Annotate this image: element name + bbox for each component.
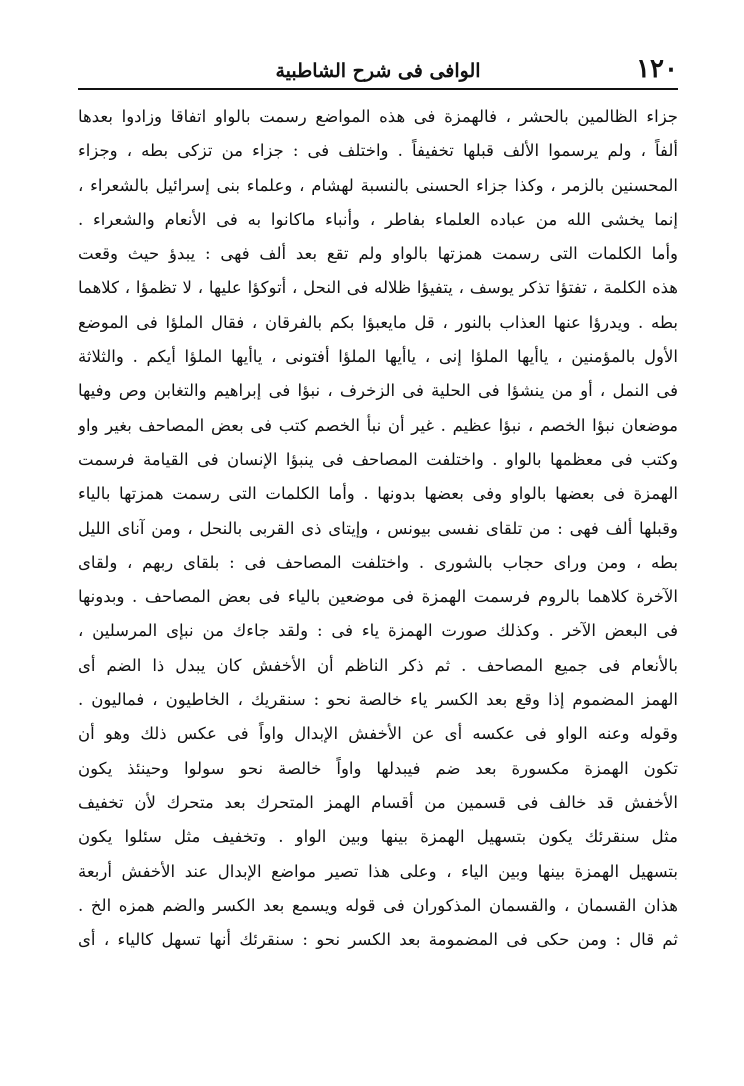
text-line: بطه . ويدرؤا عنها العذاب بالنور ، قل مايعبؤا بكم بالفرقان ، فقال الملؤا فى الموضع xyxy=(78,312,678,332)
text-line: الأخفش قد خالف فى قسمين من أقسام الهمز المتحرك بعد متحرك لأن تخفيف xyxy=(78,792,678,812)
page-header xyxy=(78,50,678,86)
text-line: فى النمل ، أو من ينشؤا فى الحلية فى الزخرف ، نبؤا فى إبراهيم والتغابن وص وفيها xyxy=(78,381,678,401)
text-line: إنما يخشى الله من عباده العلماء بفاطر ، وأنباء ماكانوا به فى الأنعام والشعراء . xyxy=(78,209,678,229)
text-line: موضعان نبؤا الخصم ، نبؤا عظيم . غير أن نبأ الخصم كتب فى بعض المصاحف بغير واو xyxy=(78,415,678,435)
running-title: الوافى فى شرح الشاطبية xyxy=(275,60,481,82)
body-text xyxy=(78,100,678,957)
text-line: الآخرة كلاهما بالروم فرسمت الهمزة فى موضعين بالياء فى بعض المصاحف . وبدونها xyxy=(78,587,678,607)
text-line: وقبلها ألف فهى : من تلقاى نفسى بيونس ، وإيتاى ذى القربى بالنحل ، ومن آناى الليل xyxy=(78,518,678,538)
text-line: بطه ، ومن وراى حجاب بالشورى . واختلفت المصاحف فى : بلقاى ربهم ، ولقاى xyxy=(78,552,678,572)
text-line: وكتب فى معظمها بالواو . واختلفت المصاحف فى ينبؤا الإنسان فى القيامة فرسمت xyxy=(78,449,678,469)
text-line: بتسهيل الهمزة بينها وبين الياء ، وعلى هذا تصير مواضع الإبدال عند الأخفش أربعة xyxy=(78,861,678,881)
text-line: ألفاً ، ولم يرسموا الألف قبلها تخفيفاً . واختلف فى : جزاء من تزكى بطه ، وجزاء xyxy=(78,141,678,161)
text-line: المحسنين بالزمر ، وكذا جزاء الحسنى بالنسبة لهشام ، وعلماء بنى إسرائيل بالشعراء ، xyxy=(78,175,678,195)
text-line: فى البعض الآخر . وكذلك صورت الهمزة ياء فى : ولقد جاءك من نبإى المرسلين ، xyxy=(78,621,678,641)
text-line: الهمزة فى بعضها بالواو وفى بعضها بدونها . وأما الكلمات التى رسمت همزتها بالياء xyxy=(78,484,678,504)
text-line: هذه الكلمة ، تفتؤا تذكر يوسف ، يتفيؤا ظلاله فى النحل ، أتوكؤا عليها ، لا تظمؤا ، كلاهما xyxy=(78,278,678,298)
text-line: جزاء الظالمين بالحشر ، فالهمزة فى هذه المواضع رسمت بالواو اتفاقا وزادوا بعدها xyxy=(78,107,678,126)
header-rule xyxy=(78,88,678,90)
page-number: ١٢٠ xyxy=(636,54,678,84)
text-line: تكون الهمزة مكسورة بعد ضم فيبدلها واواً خالصة نحو سولوا وحينئذ يكون xyxy=(78,758,678,778)
text-line: الأول بالمؤمنين ، ياأيها الملؤا إنى ، ياأيها الملؤا أفتونى ، ياأيها الملؤا أيكم . والثلاثة xyxy=(78,347,678,367)
text-line: مثل سنقرئك يكون بتسهيل الهمزة بينها وبين الواو . وتخفيف مثل سئلوا يكون xyxy=(78,827,678,847)
text-line: بالأنعام فى جميع المصاحف . ثم ذكر الناظم أن الأخفش كان يبدل ذا الضم أى xyxy=(78,655,678,675)
text-line: هذان القسمان ، والقسمان المذكوران فى قوله ويسمع بعد الكسر والضم همزه الخ . xyxy=(78,895,678,915)
text-line: وقوله وعنه الواو فى عكسه أى عن الأخفش الإبدال واواً فى عكس ذلك وهو أن xyxy=(78,724,678,744)
text-line: ثم قال : ومن حكى فى المضمومة بعد الكسر نحو : سنقرئك أنها تسهل كالياء ، أى xyxy=(78,930,678,950)
text-line: وأما الكلمات التى رسمت همزتها بالواو ولم تقع بعد ألف فهى : يبدؤ حيث وقعت xyxy=(78,244,678,264)
text-line: الهمز المضموم إذا وقع بعد الكسر ياء خالصة نحو : سنقريك ، الخاطيون ، فماليون . xyxy=(78,690,678,710)
